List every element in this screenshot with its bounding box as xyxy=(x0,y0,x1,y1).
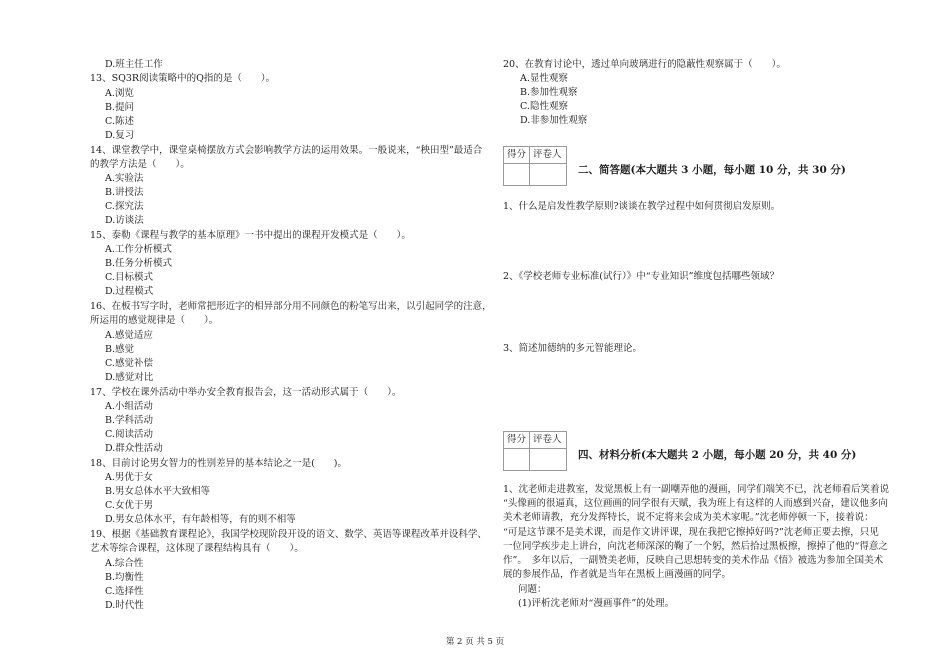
q19-option-b: B.均衡性 xyxy=(105,572,144,583)
material-line-6: 作”。 多年以后，一副赞美老师，反映自己思想转变的美术作品《悟》被选为参加全国美术 xyxy=(503,555,884,566)
reviewer-label: 评卷人 xyxy=(533,434,562,445)
q18-option-a: A.男优于女 xyxy=(105,472,153,483)
q18-option-b: B.男女总体水平大致相等 xyxy=(105,486,211,497)
question-19-line1: 19、根据《基础教育课程论》，我国学校现阶段开设的语文、数学、英语等课程改革并设科学、 xyxy=(90,529,487,540)
q17-option-d: D.群众性活动 xyxy=(105,443,163,454)
material-line-7: 展的参展作品，作者就是当年在黑板上画漫画的同学。 xyxy=(503,569,732,580)
q17-option-c: C.阅读活动 xyxy=(105,429,153,440)
question-19-line2: 艺术等综合课程，这体现了课程结构具有（ ）。 xyxy=(90,543,304,554)
section-4-title: 四、材料分析(本大题共 2 小题，每小题 20 分，共 40 分) xyxy=(578,449,857,461)
q18-option-c: C.女优于男 xyxy=(105,500,153,511)
q16-option-d: D.感觉对比 xyxy=(105,372,154,383)
q15-option-a: A.工作分析模式 xyxy=(105,244,172,255)
q14-option-c: C.探究法 xyxy=(105,201,144,212)
question-14-line2: 的教学方法是（ ）。 xyxy=(90,159,190,170)
question-20: 20、在教育讨论中，透过单向玻璃进行的隐蔽性观察属于（ ）。 xyxy=(503,59,786,70)
short-answer-1: 1、什么是启发性教学原则?谈谈在教学过程中如何贯彻启发原则。 xyxy=(503,201,781,212)
q15-option-c: C.目标模式 xyxy=(105,272,153,283)
material-question-label: 问题： xyxy=(518,584,547,595)
page-footer: 第 2 页 共 5 页 xyxy=(445,637,505,647)
q14-option-b: B.讲授法 xyxy=(105,187,144,198)
q15-option-b: B.任务分析模式 xyxy=(105,258,173,269)
q17-option-a: A.小组活动 xyxy=(105,401,153,412)
q19-option-d: D.时代性 xyxy=(105,600,144,611)
q13-option-d: D.复习 xyxy=(105,130,135,141)
material-line-5: 一位同学疾步走上讲台，向沈老师深深的鞠了一个躬，然后拾过黑板擦，擦掉了他的“得意之 xyxy=(503,541,888,552)
material-line-1: 1、沈老师走进教室，发觉黑板上有一副嘲弄他的漫画，同学们端笑不已，沈老师看后笑着说 xyxy=(503,484,890,495)
q16-option-b: B.感觉 xyxy=(105,344,135,355)
q17-option-b: B.学科活动 xyxy=(105,415,154,426)
q20-option-c: C.隐性观察 xyxy=(520,101,568,112)
q19-option-a: A.综合性 xyxy=(105,558,144,569)
score-box-section-2 xyxy=(503,146,567,186)
q20-option-d: D.非参加性观察 xyxy=(520,115,588,126)
score-box-section-4 xyxy=(503,431,567,471)
material-sub-question-1: (1)评析沈老师对“漫画事件”的处理。 xyxy=(518,598,675,609)
material-line-4: “可是这节课不是美术课，而是作文讲评课，现在我把它擦掉好吗?”沈老师正要去擦，只见 xyxy=(503,527,879,538)
short-answer-2: 2、《学校老师专业标准(试行）》中“专业知识”维度包括哪些领域？ xyxy=(503,271,779,282)
q14-option-a: A.实验法 xyxy=(105,173,144,184)
q16-option-a: A.感觉适应 xyxy=(105,330,153,341)
question-16-line1: 16、在板书写字时，老师常把形近字的相异部分用不同颜色的粉笔写出来，以引起同学的注意， xyxy=(90,301,492,312)
question-18: 18、目前讨论男女智力的性别差异的基本结论之一是( )。 xyxy=(90,458,348,469)
q13-option-b: B.提问 xyxy=(105,102,135,113)
q19-option-c: C.选择性 xyxy=(105,586,144,597)
material-line-3: 美术老师请教，充分发挥特长，说不定将来会成为美术家呢。”沈老师停顿一下，接着说： xyxy=(503,512,874,523)
q16-option-c: C.感觉补偿 xyxy=(105,358,153,369)
q20-option-b: B.参加性观察 xyxy=(520,87,578,98)
question-14-line1: 14、课堂教学中，课堂桌椅摆放方式会影响教学方法的运用效果。一般说来，“秧田型”最适合 xyxy=(90,145,483,156)
score-label: 得分 xyxy=(507,149,527,160)
question-15: 15、泰勒《课程与教学的基本原理》一书中提出的课程开发模式是（ ）。 xyxy=(90,230,411,241)
q14-option-d: D.访谈法 xyxy=(105,215,144,226)
short-answer-3: 3、简述加德纳的多元智能理论。 xyxy=(503,343,643,354)
score-label: 得分 xyxy=(507,434,527,445)
q18-option-d: D.男女总体水平，有年龄相等，有的则不相等 xyxy=(105,514,296,525)
question-13: 13、SQ3R阅读策略中的Q指的是（ ）。 xyxy=(90,73,276,84)
question-17: 17、学校在课外活动中举办安全教育报告会，这一活动形式属于（ ）。 xyxy=(90,387,402,398)
option-line: D.班主任工作 xyxy=(105,59,163,70)
section-2-title: 二、简答题(本大题共 3 小题，每小题 10 分，共 30 分) xyxy=(578,164,846,176)
reviewer-label: 评卷人 xyxy=(533,149,562,160)
question-16-line2: 所运用的感觉规律是（ ）。 xyxy=(90,315,219,326)
q20-option-a: A.显性观察 xyxy=(520,73,568,84)
q13-option-a: A.浏览 xyxy=(105,88,134,99)
material-line-2: “头像画的很逼真，这位画画的同学很有天赋，我为班上有这样的人而感到兴奋，建议他多向 xyxy=(503,498,888,509)
q13-option-c: C.陈述 xyxy=(105,116,134,127)
q15-option-d: D.过程模式 xyxy=(105,286,154,297)
